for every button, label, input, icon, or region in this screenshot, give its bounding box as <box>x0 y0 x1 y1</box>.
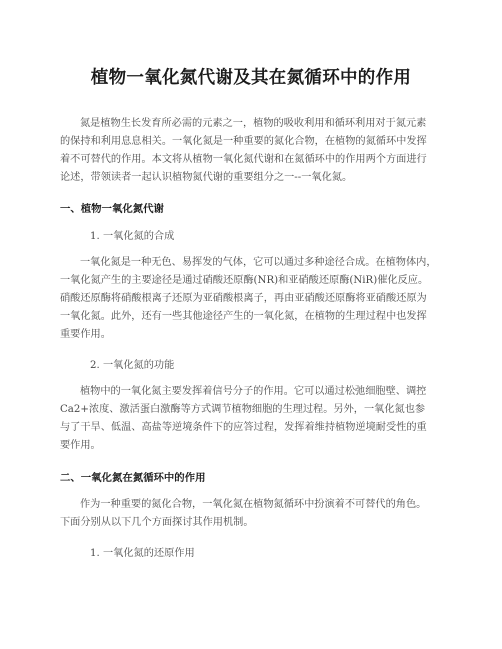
paragraph-line: 重要作用。 <box>60 329 111 340</box>
paragraph-line: 下面分别从以下几个方面探讨其作用机制。 <box>60 517 254 528</box>
intro-line: 的保持和利用息息相关。一氧化氮是一种重要的氮化合物，在植物的氮循环中发挥 <box>60 136 427 147</box>
intro-line: 论述，带领读者一起认识植物氮代谢的重要组分之一--一氧化氮。 <box>60 172 353 183</box>
paragraph-line: Ca2+浓度、激活蛋白激酶等方式调节植物细胞的生理过程。另外，一氧化氮也参 <box>60 404 426 415</box>
paragraph-line: 硝酸还原酶将硝酸根离子还原为亚硝酸根离子，再由亚硝酸还原酶将亚硝酸还原为 <box>60 293 427 304</box>
document-title: 植物一氧化氮代谢及其在氮循环中的作用 <box>90 68 412 88</box>
intro-line: 氮是植物生长发育所必需的元素之一，植物的吸收利用和循环利用对于氮元素 <box>80 118 427 129</box>
paragraph-line: 要作用。 <box>60 440 101 451</box>
section-heading-nitrogen-cycle: 二、一氧化氮在氮循环中的作用 <box>60 472 206 484</box>
subheading-reduction: 1. 一氧化氮的还原作用 <box>90 548 195 559</box>
paragraph-line: 一氧化氮产生的主要途径是通过硝酸还原酶(NR)和亚硝酸还原酶(NiR)催化反应。 <box>60 275 429 286</box>
paragraph-line: 植物中的一氧化氮主要发挥着信号分子的作用。它可以通过松弛细胞壁、调控 <box>80 386 427 397</box>
paragraph-line: 一氧化氮是一种无色、易挥发的气体，它可以通过多种途径合成。在植物体内， <box>80 257 437 268</box>
section-heading-metabolism: 一、植物一氧化氮代谢 <box>60 203 164 215</box>
paragraph-line: 与了干旱、低温、高盐等逆境条件下的应答过程，发挥着维持植物逆境耐受性的重 <box>60 422 427 433</box>
subheading-synthesis: 1. 一氧化氮的合成 <box>90 231 175 242</box>
paragraph-line: 作为一种重要的氮化合物，一氧化氮在植物氮循环中扮演着不可替代的角色。 <box>80 499 427 510</box>
function-paragraph <box>60 383 442 455</box>
intro-paragraph <box>60 115 442 187</box>
intro-line: 着不可替代的作用。本文将从植物一氧化氮代谢和在氮循环中的作用两个方面进行 <box>60 154 427 165</box>
synthesis-paragraph <box>60 254 442 344</box>
nitrogen-cycle-intro-paragraph <box>60 496 442 532</box>
paragraph-line: 一氧化氮。此外，还有一些其他途径产生的一氧化氮，在植物的生理过程中也发挥 <box>60 311 427 322</box>
subheading-function: 2. 一氧化氮的功能 <box>90 360 175 371</box>
